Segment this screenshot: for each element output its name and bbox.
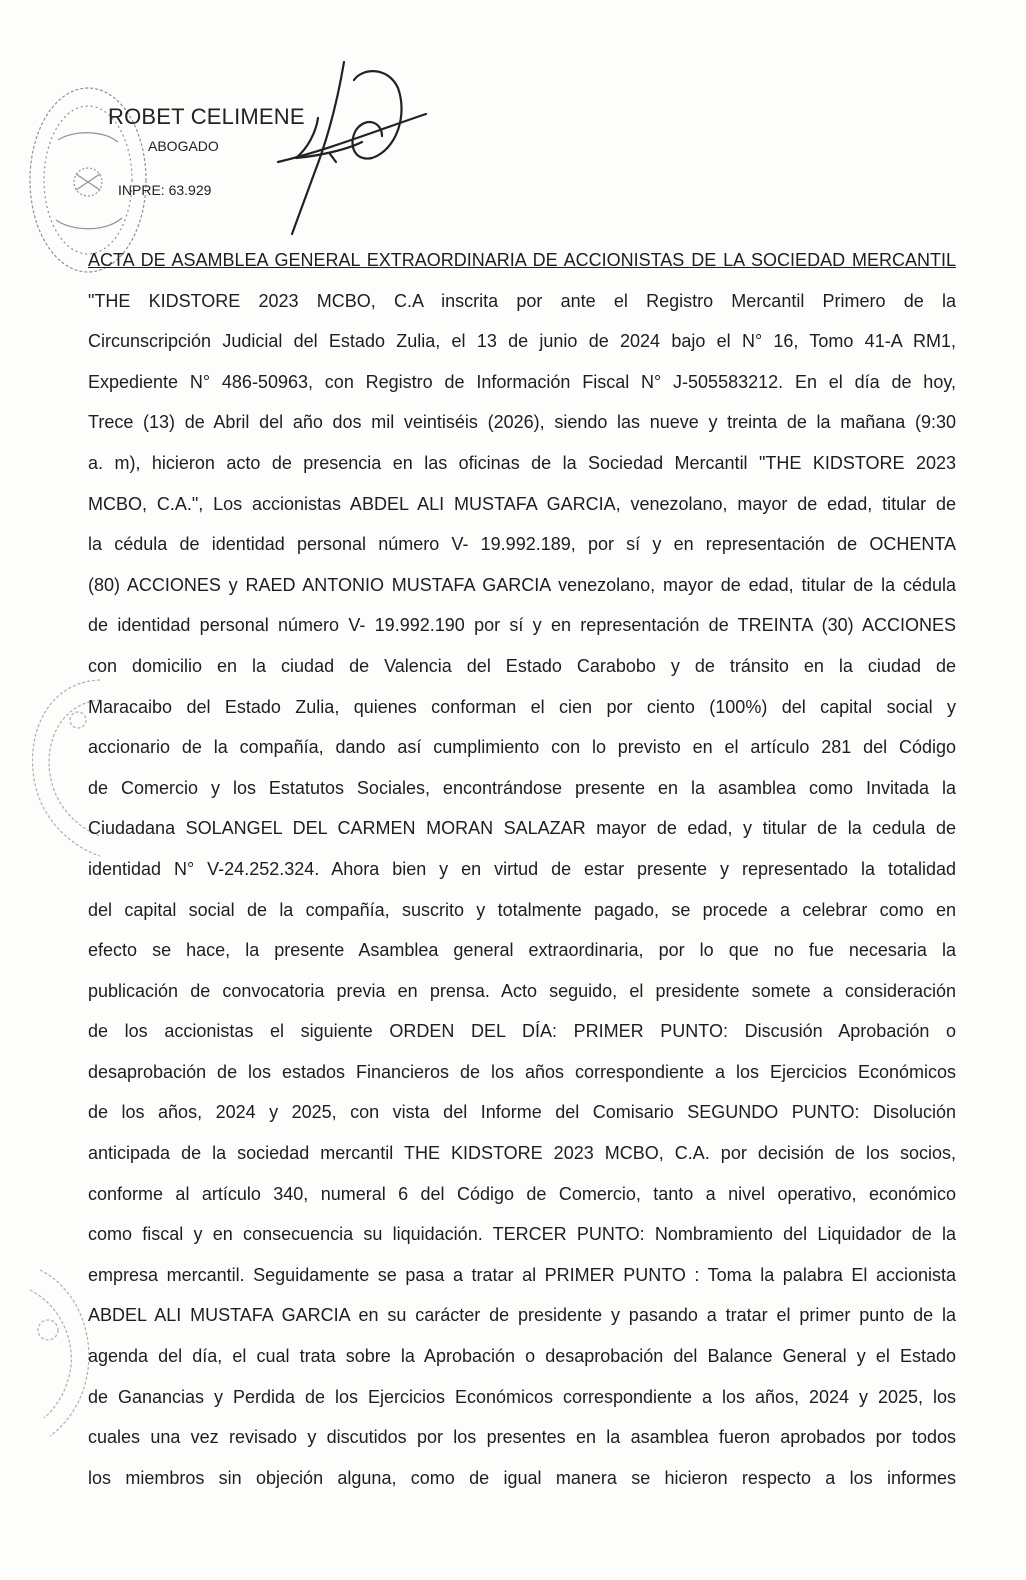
document-heading bbox=[88, 240, 956, 281]
document-line-row bbox=[88, 484, 956, 525]
document-line: Trece (13) de Abril del año dos mil veintiséis (2026), siendo las nueve y treinta de la mañana (9:30 bbox=[88, 412, 956, 433]
document-line: MCBO, C.A.", Los accionistas ABDEL ALI MUSTAFA GARCIA, venezolano, mayor de edad, titular de bbox=[88, 493, 956, 514]
document-line-row bbox=[88, 1011, 956, 1052]
document-line: Maracaibo del Estado Zulia, quienes conforman el cien por ciento (100%) del capital social y bbox=[88, 696, 956, 717]
document-line: de los accionistas el siguiente ORDEN DEL DÍA: PRIMER PUNTO: Discusión Aprobación o bbox=[88, 1021, 956, 1042]
document-line: ACTA DE ASAMBLEA GENERAL EXTRAORDINARIA DE ACCIONISTAS DE LA SOCIEDAD MERCANTIL bbox=[88, 250, 956, 270]
document-line: "THE KIDSTORE 2023 MCBO, C.A inscrita por ante el Registro Mercantil Primero de la bbox=[88, 290, 956, 311]
document-line: de Comercio y los Estatutos Sociales, encontrándose presente en la asamblea como Invitada la bbox=[88, 777, 956, 798]
document-line: agenda del día, el cual trata sobre la Aprobación o desaprobación del Balance General y el Estado bbox=[88, 1346, 956, 1367]
document-line-row bbox=[88, 808, 956, 849]
document-line-row bbox=[88, 1458, 956, 1499]
document-line-row bbox=[88, 890, 956, 931]
document-line: a. m), hicieron acto de presencia en las oficinas de la Sociedad Mercantil "THE KIDSTORE 2023 bbox=[88, 452, 956, 473]
document-line: efecto se hace, la presente Asamblea general extraordinaria, por lo que no fue necesaria la bbox=[88, 940, 956, 961]
document-line-row bbox=[88, 1133, 956, 1174]
document-line-row bbox=[88, 1092, 956, 1133]
lawyer-inpre: INPRE: 63.929 bbox=[118, 182, 212, 198]
document-line-row bbox=[88, 971, 956, 1012]
signature-icon bbox=[258, 58, 428, 238]
document-line: cuales una vez revisado y discutidos por los presentes en la asamblea fueron aprobados por todos bbox=[88, 1427, 956, 1448]
document-line: conforme al artículo 340, numeral 6 del Código de Comercio, tanto a nivel operativo, económico bbox=[88, 1183, 956, 1204]
document-line-row bbox=[88, 362, 956, 403]
document-line-row bbox=[88, 281, 956, 322]
document-line-row bbox=[88, 1174, 956, 1215]
document-line: con domicilio en la ciudad de Valencia del Estado Carabobo y de tránsito en la ciudad de bbox=[88, 655, 956, 676]
margin-seal-bottom-icon bbox=[0, 1260, 100, 1440]
document-line-row bbox=[88, 402, 956, 443]
document-line: la cédula de identidad personal número V- 19.992.189, por sí y en representación de OCHENTA bbox=[88, 534, 956, 555]
document-line: publicación de convocatoria previa en prensa. Acto seguido, el presidente somete a consideración bbox=[88, 980, 956, 1001]
document-body bbox=[88, 240, 956, 1498]
document-line: identidad N° V-24.252.324. Ahora bien y en virtud de estar presente y representado la totalidad bbox=[88, 858, 956, 879]
document-line-row bbox=[88, 1336, 956, 1377]
document-line-row bbox=[88, 687, 956, 728]
document-line: ABDEL ALI MUSTAFA GARCIA en su carácter de presidente y pasando a tratar el primer punto de la bbox=[88, 1305, 956, 1326]
document-line-row bbox=[88, 1295, 956, 1336]
document-line: como fiscal y en consecuencia su liquidación. TERCER PUNTO: Nombramiento del Liquidador de la bbox=[88, 1224, 956, 1245]
document-line: anticipada de la sociedad mercantil THE KIDSTORE 2023 MCBO, C.A. por decisión de los socios, bbox=[88, 1143, 956, 1164]
document-line-row bbox=[88, 605, 956, 646]
document-line-row bbox=[88, 1377, 956, 1418]
document-line-row bbox=[88, 727, 956, 768]
document-line-row bbox=[88, 1417, 956, 1458]
document-line: empresa mercantil. Seguidamente se pasa a tratar al PRIMER PUNTO : Toma la palabra El accionista bbox=[88, 1264, 956, 1285]
lawyer-name: ROBET CELIMENE bbox=[108, 104, 305, 129]
document-line: Circunscripción Judicial del Estado Zulia, el 13 de junio de 2024 bajo el N° 16, Tomo 41-A RM1, bbox=[88, 331, 956, 352]
document-line-row bbox=[88, 1255, 956, 1296]
lawyer-title: ABOGADO bbox=[148, 138, 219, 154]
margin-seal-top-icon bbox=[0, 660, 100, 860]
document-line: accionario de la compañía, dando así cumplimiento con lo previsto en el artículo 281 del Código bbox=[88, 737, 956, 758]
document-line: (80) ACCIONES y RAED ANTONIO MUSTAFA GARCIA venezolano, mayor de edad, titular de la cédula bbox=[88, 574, 956, 595]
document-line-row bbox=[88, 524, 956, 565]
document-line: los miembros sin objeción alguna, como de igual manera se hicieron respecto a los informes bbox=[88, 1467, 956, 1488]
document-line-row bbox=[88, 321, 956, 362]
document-line-row bbox=[88, 565, 956, 606]
document-line-row bbox=[88, 646, 956, 687]
document-line-row bbox=[88, 768, 956, 809]
document-line: de los años, 2024 y 2025, con vista del Informe del Comisario SEGUNDO PUNTO: Disolución bbox=[88, 1102, 956, 1123]
document-line-row bbox=[88, 443, 956, 484]
document-line: de identidad personal número V- 19.992.190 por sí y en representación de TREINTA (30) ACCIONES bbox=[88, 615, 956, 636]
document-line-row bbox=[88, 1052, 956, 1093]
document-line: Expediente N° 486-50963, con Registro de Información Fiscal N° J-505583212. En el día de hoy, bbox=[88, 371, 956, 392]
document-line: del capital social de la compañía, suscrito y totalmente pagado, se procede a celebrar como en bbox=[88, 899, 956, 920]
document-line: de Ganancias y Perdida de los Ejercicios Económicos correspondiente a los años, 2024 y 2025, los bbox=[88, 1386, 956, 1407]
document-line-row bbox=[88, 849, 956, 890]
document-line-row bbox=[88, 1214, 956, 1255]
document-line: desaprobación de los estados Financieros de los años correspondiente a los Ejercicios Económicos bbox=[88, 1061, 956, 1082]
document-line-row bbox=[88, 930, 956, 971]
document-line: Ciudadana SOLANGEL DEL CARMEN MORAN SALAZAR mayor de edad, y titular de la cedula de bbox=[88, 818, 956, 839]
